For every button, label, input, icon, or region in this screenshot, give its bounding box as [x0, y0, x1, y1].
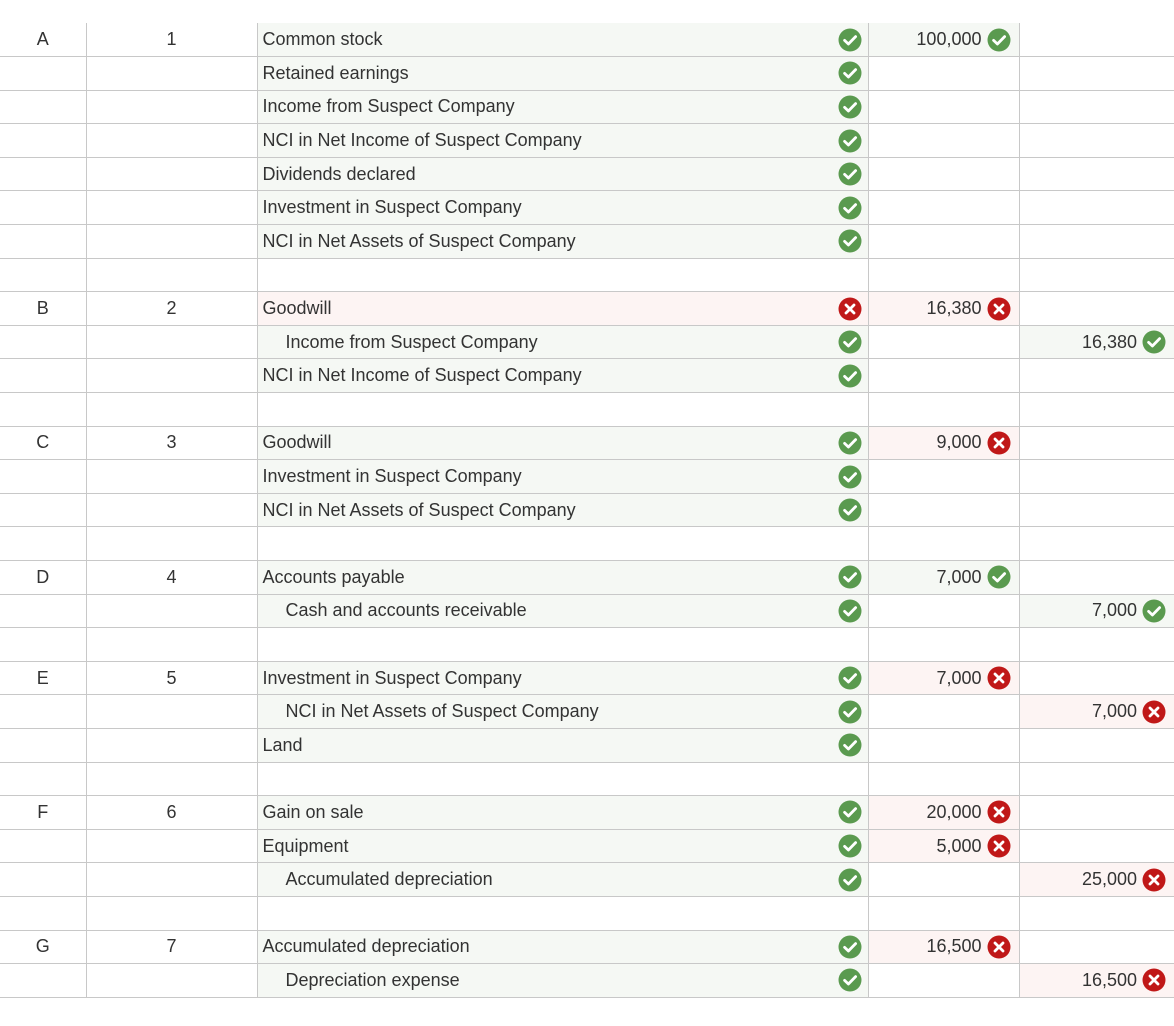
check-circle-icon	[838, 364, 862, 388]
entry-letter: E	[0, 661, 86, 695]
entry-letter	[0, 695, 86, 729]
account-select[interactable]	[257, 325, 868, 359]
check-circle-icon	[838, 868, 862, 892]
journal-row	[0, 393, 1174, 427]
check-circle-icon	[838, 935, 862, 959]
check-circle-icon	[838, 666, 862, 690]
journal-row	[0, 258, 1174, 292]
account-name: NCI in Net Income of Suspect Company	[262, 130, 582, 151]
debit-input[interactable]	[868, 225, 1019, 259]
credit-input[interactable]	[1019, 829, 1174, 863]
credit-input[interactable]	[1019, 57, 1174, 91]
account-name: Gain on sale	[262, 801, 364, 822]
credit-input[interactable]	[1019, 124, 1174, 158]
check-circle-icon	[838, 800, 862, 824]
account-select[interactable]	[257, 90, 868, 124]
check-circle-icon	[838, 565, 862, 589]
journal-row	[0, 930, 1174, 964]
entry-letter: C	[0, 426, 86, 460]
debit-amount: 20,000	[926, 801, 982, 822]
entry-letter	[0, 527, 86, 561]
account-select[interactable]	[257, 225, 868, 259]
debit-input[interactable]	[868, 191, 1019, 225]
credit-input[interactable]	[1019, 594, 1174, 628]
debit-input[interactable]	[868, 695, 1019, 729]
credit-input[interactable]	[1019, 896, 1174, 930]
debit-amount: 5,000	[936, 835, 982, 856]
account-name: NCI in Net Assets of Suspect Company	[285, 701, 599, 722]
debit-input[interactable]	[868, 359, 1019, 393]
entry-letter	[0, 493, 86, 527]
account-select[interactable]	[257, 762, 868, 796]
entry-number	[86, 124, 257, 158]
entry-letter	[0, 258, 86, 292]
account-select[interactable]	[257, 829, 868, 863]
entry-number	[86, 493, 257, 527]
debit-input[interactable]	[868, 762, 1019, 796]
debit-input[interactable]	[868, 124, 1019, 158]
journal-row	[0, 661, 1174, 695]
journal-row	[0, 292, 1174, 326]
credit-input[interactable]	[1019, 23, 1174, 57]
debit-input[interactable]	[868, 426, 1019, 460]
account-name: NCI in Net Income of Suspect Company	[262, 365, 582, 386]
journal-row	[0, 460, 1174, 494]
account-select[interactable]	[257, 359, 868, 393]
entry-number	[86, 964, 257, 998]
entry-letter	[0, 157, 86, 191]
entry-number: 2	[86, 292, 257, 326]
debit-input[interactable]	[868, 292, 1019, 326]
journal-row	[0, 90, 1174, 124]
check-circle-icon	[987, 565, 1011, 589]
credit-input[interactable]	[1019, 426, 1174, 460]
check-circle-icon	[838, 431, 862, 455]
credit-input[interactable]	[1019, 863, 1174, 897]
check-circle-icon	[1142, 330, 1166, 354]
journal-row	[0, 628, 1174, 662]
credit-input[interactable]	[1019, 258, 1174, 292]
credit-input[interactable]	[1019, 661, 1174, 695]
journal-row	[0, 863, 1174, 897]
check-circle-icon	[838, 968, 862, 992]
credit-input[interactable]	[1019, 527, 1174, 561]
entry-number: 7	[86, 930, 257, 964]
credit-input[interactable]	[1019, 90, 1174, 124]
credit-amount: 25,000	[1081, 869, 1137, 890]
journal-row	[0, 359, 1174, 393]
debit-amount: 9,000	[936, 432, 982, 453]
debit-input[interactable]	[868, 896, 1019, 930]
entry-number	[86, 728, 257, 762]
credit-input[interactable]	[1019, 964, 1174, 998]
entry-letter	[0, 896, 86, 930]
check-circle-icon	[838, 28, 862, 52]
credit-input[interactable]	[1019, 393, 1174, 427]
account-select[interactable]	[257, 493, 868, 527]
entry-number: 6	[86, 796, 257, 830]
x-circle-icon	[987, 297, 1011, 321]
entry-letter: F	[0, 796, 86, 830]
entry-number: 5	[86, 661, 257, 695]
entry-letter	[0, 325, 86, 359]
credit-amount: 7,000	[1091, 701, 1137, 722]
journal-row	[0, 527, 1174, 561]
check-circle-icon	[838, 196, 862, 220]
journal-row	[0, 762, 1174, 796]
entry-letter	[0, 124, 86, 158]
entry-letter	[0, 393, 86, 427]
x-circle-icon	[1142, 700, 1166, 724]
account-select[interactable]	[257, 393, 868, 427]
entry-number	[86, 460, 257, 494]
journal-row	[0, 124, 1174, 158]
journal-row	[0, 561, 1174, 595]
entry-letter	[0, 460, 86, 494]
journal-row	[0, 57, 1174, 91]
account-name: NCI in Net Assets of Suspect Company	[262, 499, 576, 520]
entry-letter	[0, 762, 86, 796]
account-name: Goodwill	[262, 298, 332, 319]
account-name: Income from Suspect Company	[285, 331, 538, 352]
credit-amount: 7,000	[1091, 600, 1137, 621]
entry-letter	[0, 191, 86, 225]
check-circle-icon	[838, 61, 862, 85]
journal-row	[0, 325, 1174, 359]
account-select[interactable]	[257, 57, 868, 91]
account-select[interactable]	[257, 292, 868, 326]
debit-input[interactable]	[868, 863, 1019, 897]
check-circle-icon	[838, 229, 862, 253]
account-name: Investment in Suspect Company	[262, 197, 522, 218]
entry-letter	[0, 57, 86, 91]
x-circle-icon	[838, 297, 862, 321]
account-select[interactable]	[257, 628, 868, 662]
debit-input[interactable]	[868, 728, 1019, 762]
account-select[interactable]	[257, 796, 868, 830]
credit-input[interactable]	[1019, 762, 1174, 796]
account-select[interactable]	[257, 460, 868, 494]
x-circle-icon	[987, 800, 1011, 824]
entry-number	[86, 896, 257, 930]
journal-row	[0, 829, 1174, 863]
debit-input[interactable]	[868, 493, 1019, 527]
account-select[interactable]	[257, 930, 868, 964]
account-select[interactable]	[257, 695, 868, 729]
credit-input[interactable]	[1019, 157, 1174, 191]
account-name: Depreciation expense	[285, 969, 460, 990]
account-select[interactable]	[257, 896, 868, 930]
credit-input[interactable]	[1019, 191, 1174, 225]
debit-input[interactable]	[868, 930, 1019, 964]
entry-number	[86, 258, 257, 292]
credit-input[interactable]	[1019, 292, 1174, 326]
journal-row	[0, 23, 1174, 57]
entry-letter	[0, 728, 86, 762]
x-circle-icon	[987, 666, 1011, 690]
account-select[interactable]	[257, 157, 868, 191]
entry-letter	[0, 964, 86, 998]
account-name: Accumulated depreciation	[285, 869, 493, 890]
journal-row	[0, 964, 1174, 998]
debit-input[interactable]	[868, 90, 1019, 124]
credit-input[interactable]	[1019, 325, 1174, 359]
account-name: Land	[262, 734, 303, 755]
entry-letter: A	[0, 23, 86, 57]
debit-amount: 16,500	[926, 936, 982, 957]
account-select[interactable]	[257, 661, 868, 695]
debit-input[interactable]	[868, 258, 1019, 292]
journal-row	[0, 157, 1174, 191]
debit-amount: 7,000	[936, 667, 982, 688]
debit-input[interactable]	[868, 628, 1019, 662]
check-circle-icon	[838, 162, 862, 186]
debit-input[interactable]	[868, 157, 1019, 191]
entry-number	[86, 57, 257, 91]
check-circle-icon	[838, 129, 862, 153]
account-name: Income from Suspect Company	[262, 96, 515, 117]
debit-amount: 7,000	[936, 566, 982, 587]
journal-row	[0, 493, 1174, 527]
account-select[interactable]	[257, 561, 868, 595]
entry-number	[86, 762, 257, 796]
debit-input[interactable]	[868, 661, 1019, 695]
journal-row	[0, 426, 1174, 460]
account-name: Cash and accounts receivable	[285, 600, 527, 621]
credit-input[interactable]	[1019, 359, 1174, 393]
x-circle-icon	[987, 935, 1011, 959]
check-circle-icon	[838, 599, 862, 623]
entry-number: 1	[86, 23, 257, 57]
account-select[interactable]	[257, 964, 868, 998]
entry-letter	[0, 359, 86, 393]
account-select[interactable]	[257, 594, 868, 628]
credit-amount: 16,380	[1081, 331, 1137, 352]
entry-number	[86, 829, 257, 863]
account-select[interactable]	[257, 258, 868, 292]
check-circle-icon	[987, 28, 1011, 52]
credit-input[interactable]	[1019, 796, 1174, 830]
credit-input[interactable]	[1019, 628, 1174, 662]
check-circle-icon	[838, 465, 862, 489]
journal-row	[0, 225, 1174, 259]
entry-letter	[0, 594, 86, 628]
check-circle-icon	[838, 733, 862, 757]
debit-input[interactable]	[868, 325, 1019, 359]
journal-entries-table	[0, 23, 1174, 998]
account-name: Common stock	[262, 29, 383, 50]
entry-number	[86, 157, 257, 191]
credit-input[interactable]	[1019, 930, 1174, 964]
entry-letter: B	[0, 292, 86, 326]
check-circle-icon	[838, 498, 862, 522]
entry-number	[86, 393, 257, 427]
check-circle-icon	[838, 95, 862, 119]
debit-input[interactable]	[868, 57, 1019, 91]
debit-input[interactable]	[868, 460, 1019, 494]
account-select[interactable]	[257, 527, 868, 561]
entry-letter	[0, 829, 86, 863]
credit-input[interactable]	[1019, 561, 1174, 595]
entry-number	[86, 695, 257, 729]
account-select[interactable]	[257, 426, 868, 460]
check-circle-icon	[838, 834, 862, 858]
debit-amount: 16,380	[926, 298, 982, 319]
account-name: Accounts payable	[262, 566, 405, 587]
debit-input[interactable]	[868, 527, 1019, 561]
entry-number: 4	[86, 561, 257, 595]
entry-letter: D	[0, 561, 86, 595]
x-circle-icon	[1142, 968, 1166, 992]
debit-amount: 100,000	[916, 29, 982, 50]
journal-row	[0, 796, 1174, 830]
credit-input[interactable]	[1019, 695, 1174, 729]
account-name: Investment in Suspect Company	[262, 466, 522, 487]
debit-input[interactable]	[868, 23, 1019, 57]
account-name: Equipment	[262, 835, 349, 856]
account-select[interactable]	[257, 124, 868, 158]
credit-input[interactable]	[1019, 493, 1174, 527]
debit-input[interactable]	[868, 561, 1019, 595]
debit-input[interactable]	[868, 964, 1019, 998]
entry-number	[86, 225, 257, 259]
account-name: Goodwill	[262, 432, 332, 453]
entry-number	[86, 628, 257, 662]
account-select[interactable]	[257, 23, 868, 57]
entry-letter	[0, 863, 86, 897]
account-name: Accumulated depreciation	[262, 936, 470, 957]
credit-input[interactable]	[1019, 225, 1174, 259]
entry-number	[86, 90, 257, 124]
check-circle-icon	[838, 700, 862, 724]
entry-number	[86, 325, 257, 359]
journal-row	[0, 695, 1174, 729]
journal-row	[0, 728, 1174, 762]
account-name: Retained earnings	[262, 62, 409, 83]
debit-input[interactable]	[868, 393, 1019, 427]
debit-input[interactable]	[868, 829, 1019, 863]
entry-letter	[0, 90, 86, 124]
check-circle-icon	[838, 330, 862, 354]
entry-letter	[0, 628, 86, 662]
account-name: Dividends declared	[262, 163, 416, 184]
account-name: Investment in Suspect Company	[262, 667, 522, 688]
entry-number	[86, 594, 257, 628]
x-circle-icon	[1142, 868, 1166, 892]
entry-number	[86, 527, 257, 561]
x-circle-icon	[987, 431, 1011, 455]
account-select[interactable]	[257, 728, 868, 762]
entry-number: 3	[86, 426, 257, 460]
debit-input[interactable]	[868, 796, 1019, 830]
check-circle-icon	[1142, 599, 1166, 623]
account-select[interactable]	[257, 863, 868, 897]
account-select[interactable]	[257, 191, 868, 225]
credit-amount: 16,500	[1081, 969, 1137, 990]
credit-input[interactable]	[1019, 728, 1174, 762]
entry-letter: G	[0, 930, 86, 964]
account-name: NCI in Net Assets of Suspect Company	[262, 230, 576, 251]
entry-number	[86, 863, 257, 897]
entry-number	[86, 359, 257, 393]
entry-number	[86, 191, 257, 225]
journal-row	[0, 594, 1174, 628]
x-circle-icon	[987, 834, 1011, 858]
debit-input[interactable]	[868, 594, 1019, 628]
journal-row	[0, 191, 1174, 225]
entry-letter	[0, 225, 86, 259]
credit-input[interactable]	[1019, 460, 1174, 494]
journal-row	[0, 896, 1174, 930]
